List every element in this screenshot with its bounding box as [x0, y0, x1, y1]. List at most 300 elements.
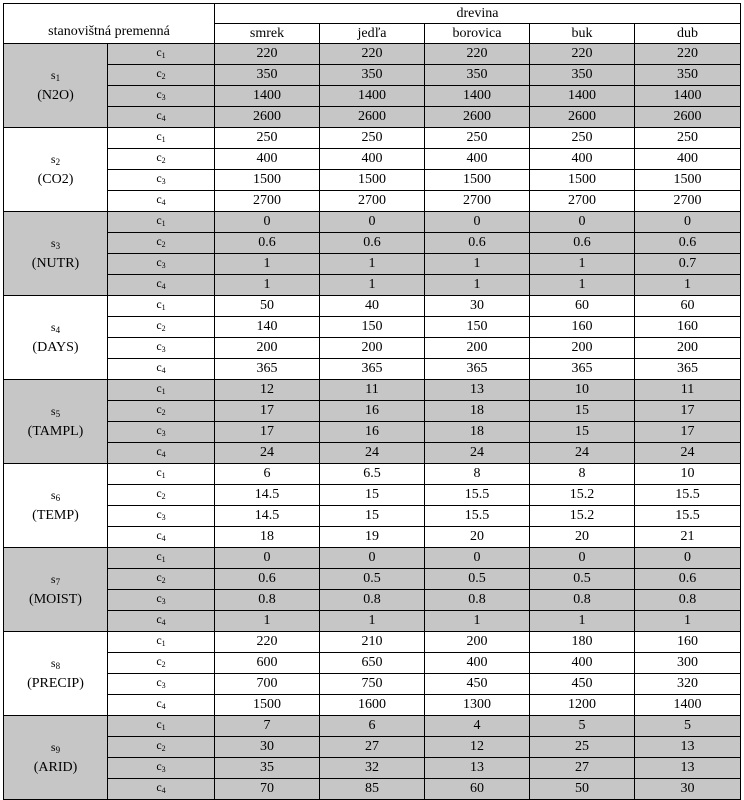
value-cell: 60	[635, 296, 741, 317]
value-cell: 220	[425, 44, 530, 65]
coefficient-letter: c	[156, 276, 162, 290]
coefficient-cell	[108, 695, 215, 716]
variable-cell	[4, 548, 108, 632]
coefficient-letter: c	[156, 444, 162, 458]
variable-symbol	[51, 152, 60, 166]
variable-symbol	[51, 656, 60, 670]
coefficient-cell	[108, 359, 215, 380]
coefficient-index: 3	[161, 345, 166, 354]
value-cell: 2600	[635, 107, 741, 128]
value-cell: 250	[425, 128, 530, 149]
value-cell: 15.2	[530, 506, 635, 527]
value-cell: 2700	[425, 191, 530, 212]
value-cell: 350	[320, 65, 425, 86]
value-cell: 2700	[635, 191, 741, 212]
variable-symbol-index: 5	[55, 409, 61, 419]
value-cell: 2600	[215, 107, 320, 128]
value-cell: 400	[320, 149, 425, 170]
value-cell: 250	[320, 128, 425, 149]
value-cell: 35	[215, 758, 320, 779]
value-cell: 24	[425, 443, 530, 464]
value-cell: 17	[215, 422, 320, 443]
value-cell: 365	[635, 359, 741, 380]
value-cell: 16	[320, 401, 425, 422]
table-row	[4, 380, 741, 401]
variable-name: (DAYS)	[32, 340, 79, 355]
coefficient-cell	[108, 611, 215, 632]
coefficient-letter: c	[156, 591, 162, 605]
coefficient-letter: c	[156, 255, 162, 269]
table-row	[4, 443, 741, 464]
table-row	[4, 170, 741, 191]
coefficient-letter: c	[156, 402, 162, 416]
coefficient-letter: c	[156, 213, 162, 227]
coefficient-cell	[108, 86, 215, 107]
value-cell: 400	[425, 149, 530, 170]
species-header: jedľa	[320, 24, 425, 44]
coefficient-letter: c	[156, 108, 162, 122]
value-cell: 200	[425, 632, 530, 653]
species-header: smrek	[215, 24, 320, 44]
variable-symbol	[51, 68, 60, 82]
value-cell: 350	[215, 65, 320, 86]
value-cell: 15	[320, 506, 425, 527]
value-cell: 50	[530, 779, 635, 800]
value-cell: 1	[425, 275, 530, 296]
variable-symbol-letter: s	[50, 404, 56, 418]
variable-name: (NUTR)	[31, 256, 80, 271]
value-cell: 1400	[320, 86, 425, 107]
coefficient-cell	[108, 107, 215, 128]
value-cell: 750	[320, 674, 425, 695]
value-cell: 0.8	[425, 590, 530, 611]
coefficient-letter: c	[156, 423, 162, 437]
value-cell: 0	[215, 548, 320, 569]
value-cell: 0.7	[635, 254, 741, 275]
value-cell: 2700	[530, 191, 635, 212]
species-group-header: drevina	[215, 4, 741, 24]
value-cell: 200	[215, 338, 320, 359]
value-cell: 1	[215, 254, 320, 275]
value-cell: 1200	[530, 695, 635, 716]
value-cell: 1500	[215, 695, 320, 716]
table-row	[4, 107, 741, 128]
value-cell: 27	[320, 737, 425, 758]
coefficient-index: 1	[161, 555, 166, 564]
value-cell: 0	[635, 212, 741, 233]
coefficient-cell	[108, 548, 215, 569]
coefficient-index: 1	[161, 639, 166, 648]
value-cell: 0.6	[635, 233, 741, 254]
value-cell: 350	[425, 65, 530, 86]
coefficient-letter: c	[156, 192, 162, 206]
coefficient-cell	[108, 569, 215, 590]
table-row	[4, 275, 741, 296]
coefficient-letter: c	[156, 633, 162, 647]
coefficient-letter: c	[156, 654, 162, 668]
coefficient-cell	[108, 380, 215, 401]
variable-symbol-letter: s	[50, 152, 56, 166]
value-cell: 0	[215, 212, 320, 233]
value-cell: 13	[635, 758, 741, 779]
value-cell: 8	[530, 464, 635, 485]
coefficient-letter: c	[156, 570, 162, 584]
value-cell: 1	[320, 254, 425, 275]
coefficient-cell	[108, 716, 215, 737]
coefficient-cell	[108, 422, 215, 443]
coefficient-cell	[108, 212, 215, 233]
value-cell: 15	[530, 422, 635, 443]
value-cell: 11	[635, 380, 741, 401]
coefficient-cell	[108, 65, 215, 86]
variable-symbol-letter: s	[50, 740, 56, 754]
value-cell: 400	[215, 149, 320, 170]
coefficient-index: 4	[161, 366, 166, 375]
value-cell: 12	[425, 737, 530, 758]
value-cell: 85	[320, 779, 425, 800]
value-cell: 24	[530, 443, 635, 464]
coefficient-letter: c	[156, 549, 162, 563]
table-row	[4, 758, 741, 779]
coefficient-letter: c	[156, 528, 162, 542]
table-row	[4, 653, 741, 674]
value-cell: 0.6	[425, 233, 530, 254]
coefficient-cell	[108, 779, 215, 800]
coefficient-cell	[108, 674, 215, 695]
value-cell: 1500	[215, 170, 320, 191]
coefficient-cell	[108, 653, 215, 674]
value-cell: 0	[530, 548, 635, 569]
table-body	[4, 44, 741, 800]
coefficient-index: 2	[161, 408, 166, 417]
coefficient-index: 4	[161, 534, 166, 543]
value-cell: 1	[530, 254, 635, 275]
coefficient-cell	[108, 191, 215, 212]
value-cell: 1500	[635, 170, 741, 191]
value-cell: 350	[635, 65, 741, 86]
coefficient-index: 4	[161, 282, 166, 291]
value-cell: 0.8	[215, 590, 320, 611]
value-cell: 0.6	[530, 233, 635, 254]
coefficient-index: 4	[161, 702, 166, 711]
value-cell: 0.6	[635, 569, 741, 590]
coefficient-index: 3	[161, 261, 166, 270]
coefficient-letter: c	[156, 66, 162, 80]
variable-symbol-letter: s	[50, 572, 56, 586]
value-cell: 400	[635, 149, 741, 170]
value-cell: 24	[215, 443, 320, 464]
coefficient-cell	[108, 737, 215, 758]
coefficient-letter: c	[156, 507, 162, 521]
table-row	[4, 611, 741, 632]
value-cell: 220	[320, 44, 425, 65]
coefficient-index: 2	[161, 72, 166, 81]
value-cell: 0.5	[530, 569, 635, 590]
value-cell: 250	[215, 128, 320, 149]
table-row	[4, 464, 741, 485]
value-cell: 250	[635, 128, 741, 149]
value-cell: 15.2	[530, 485, 635, 506]
value-cell: 1	[425, 611, 530, 632]
coefficient-letter: c	[156, 297, 162, 311]
coefficient-index: 2	[161, 660, 166, 669]
value-cell: 0.6	[215, 233, 320, 254]
value-cell: 50	[215, 296, 320, 317]
coefficient-index: 1	[161, 471, 166, 480]
coefficient-index: 1	[161, 219, 166, 228]
variable-symbol	[51, 572, 60, 586]
variable-symbol	[51, 320, 60, 334]
variable-name: (CO2)	[37, 172, 74, 187]
value-cell: 1400	[215, 86, 320, 107]
value-cell: 1	[635, 275, 741, 296]
value-cell: 0.6	[320, 233, 425, 254]
coefficient-index: 3	[161, 597, 166, 606]
value-cell: 160	[635, 632, 741, 653]
value-cell: 1	[425, 254, 530, 275]
coefficient-index: 2	[161, 492, 166, 501]
value-cell: 1500	[530, 170, 635, 191]
value-cell: 14.5	[215, 485, 320, 506]
variable-cell	[4, 380, 108, 464]
coefficient-cell	[108, 275, 215, 296]
variable-cell	[4, 632, 108, 716]
value-cell: 350	[530, 65, 635, 86]
table-row	[4, 422, 741, 443]
variable-cell	[4, 716, 108, 800]
value-cell: 15	[320, 485, 425, 506]
coefficient-cell	[108, 317, 215, 338]
variable-name: (TAMPL)	[27, 424, 84, 439]
coefficient-letter: c	[156, 234, 162, 248]
value-cell: 24	[635, 443, 741, 464]
variable-cell	[4, 296, 108, 380]
coefficient-letter: c	[156, 87, 162, 101]
value-cell: 2600	[530, 107, 635, 128]
value-cell: 1	[215, 275, 320, 296]
coefficient-letter: c	[156, 738, 162, 752]
table-row	[4, 506, 741, 527]
value-cell: 4	[425, 716, 530, 737]
value-cell: 1500	[320, 170, 425, 191]
coefficient-cell	[108, 464, 215, 485]
value-cell: 200	[320, 338, 425, 359]
table-row	[4, 338, 741, 359]
table-row	[4, 527, 741, 548]
variable-symbol-letter: s	[50, 488, 56, 502]
coefficient-letter: c	[156, 780, 162, 794]
parameter-table	[3, 3, 741, 800]
coefficient-index: 1	[161, 303, 166, 312]
variable-name: (ARID)	[33, 760, 78, 775]
coefficient-index: 4	[161, 450, 166, 459]
coefficient-index: 4	[161, 786, 166, 795]
coefficient-index: 2	[161, 324, 166, 333]
variable-name: (PRECIP)	[27, 676, 84, 691]
value-cell: 5	[635, 716, 741, 737]
value-cell: 2600	[320, 107, 425, 128]
coefficient-letter: c	[156, 486, 162, 500]
table-row	[4, 548, 741, 569]
value-cell: 0	[320, 548, 425, 569]
value-cell: 220	[635, 44, 741, 65]
value-cell: 0	[635, 548, 741, 569]
value-cell: 320	[635, 674, 741, 695]
table-row	[4, 485, 741, 506]
value-cell: 0.6	[215, 569, 320, 590]
variable-cell	[4, 212, 108, 296]
value-cell: 160	[530, 317, 635, 338]
table-row	[4, 44, 741, 65]
variable-symbol	[51, 404, 60, 418]
variable-name: (N2O)	[37, 88, 74, 103]
variable-symbol-index: 7	[55, 577, 61, 587]
value-cell: 19	[320, 527, 425, 548]
value-cell: 6	[320, 716, 425, 737]
variable-symbol-index: 8	[55, 661, 61, 671]
value-cell: 0.8	[320, 590, 425, 611]
coefficient-cell	[108, 506, 215, 527]
coefficient-letter: c	[156, 171, 162, 185]
value-cell: 20	[425, 527, 530, 548]
variable-symbol-index: 9	[55, 745, 61, 755]
variable-symbol-index: 4	[55, 325, 61, 335]
coefficient-letter: c	[156, 696, 162, 710]
value-cell: 15.5	[635, 506, 741, 527]
value-cell: 13	[425, 758, 530, 779]
table-row	[4, 632, 741, 653]
table-row	[4, 296, 741, 317]
value-cell: 2600	[425, 107, 530, 128]
coefficient-letter: c	[156, 45, 162, 59]
variable-cell	[4, 44, 108, 128]
value-cell: 60	[425, 779, 530, 800]
variable-cell	[4, 128, 108, 212]
value-cell: 160	[635, 317, 741, 338]
coefficient-cell	[108, 758, 215, 779]
value-cell: 210	[320, 632, 425, 653]
table-row	[4, 149, 741, 170]
value-cell: 30	[635, 779, 741, 800]
value-cell: 8	[425, 464, 530, 485]
value-cell: 150	[425, 317, 530, 338]
value-cell: 450	[530, 674, 635, 695]
value-cell: 7	[215, 716, 320, 737]
coefficient-index: 2	[161, 240, 166, 249]
table-row	[4, 674, 741, 695]
value-cell: 1600	[320, 695, 425, 716]
value-cell: 17	[215, 401, 320, 422]
value-cell: 0	[320, 212, 425, 233]
coefficient-cell	[108, 338, 215, 359]
coefficient-cell	[108, 401, 215, 422]
header-row-1	[4, 4, 741, 24]
value-cell: 18	[215, 527, 320, 548]
coefficient-cell	[108, 296, 215, 317]
variable-symbol-letter: s	[50, 320, 56, 334]
variable-name: (MOIST)	[29, 592, 82, 607]
coefficient-letter: c	[156, 318, 162, 332]
coefficient-index: 1	[161, 135, 166, 144]
value-cell: 600	[215, 653, 320, 674]
table-row	[4, 254, 741, 275]
coefficient-index: 4	[161, 618, 166, 627]
value-cell: 25	[530, 737, 635, 758]
value-cell: 27	[530, 758, 635, 779]
value-cell: 17	[635, 401, 741, 422]
value-cell: 60	[530, 296, 635, 317]
value-cell: 15	[530, 401, 635, 422]
value-cell: 1400	[635, 695, 741, 716]
value-cell: 0	[425, 212, 530, 233]
value-cell: 11	[320, 380, 425, 401]
table-row	[4, 191, 741, 212]
value-cell: 13	[425, 380, 530, 401]
value-cell: 17	[635, 422, 741, 443]
coefficient-index: 4	[161, 114, 166, 123]
value-cell: 365	[425, 359, 530, 380]
variable-symbol-letter: s	[50, 68, 56, 82]
coefficient-index: 2	[161, 156, 166, 165]
value-cell: 1	[530, 611, 635, 632]
value-cell: 1400	[530, 86, 635, 107]
value-cell: 1	[215, 611, 320, 632]
value-cell: 1	[320, 611, 425, 632]
value-cell: 1300	[425, 695, 530, 716]
coefficient-letter: c	[156, 675, 162, 689]
variable-symbol	[51, 488, 60, 502]
table-row	[4, 716, 741, 737]
coefficient-letter: c	[156, 129, 162, 143]
coefficient-cell	[108, 590, 215, 611]
value-cell: 30	[425, 296, 530, 317]
coefficient-letter: c	[156, 381, 162, 395]
value-cell: 1	[530, 275, 635, 296]
coefficient-letter: c	[156, 759, 162, 773]
table-row	[4, 359, 741, 380]
value-cell: 10	[530, 380, 635, 401]
value-cell: 2700	[215, 191, 320, 212]
value-cell: 0.8	[635, 590, 741, 611]
coefficient-cell	[108, 149, 215, 170]
coefficient-index: 1	[161, 51, 166, 60]
table-row	[4, 317, 741, 338]
value-cell: 10	[635, 464, 741, 485]
value-cell: 700	[215, 674, 320, 695]
coefficient-index: 1	[161, 387, 166, 396]
coefficient-cell	[108, 254, 215, 275]
value-cell: 1	[320, 275, 425, 296]
value-cell: 200	[635, 338, 741, 359]
value-cell: 5	[530, 716, 635, 737]
table-row	[4, 590, 741, 611]
value-cell: 0.8	[530, 590, 635, 611]
variable-cell	[4, 464, 108, 548]
coefficient-index: 2	[161, 744, 166, 753]
coefficient-cell	[108, 170, 215, 191]
table-row	[4, 65, 741, 86]
coefficient-letter: c	[156, 465, 162, 479]
value-cell: 250	[530, 128, 635, 149]
value-cell: 200	[425, 338, 530, 359]
value-cell: 220	[215, 632, 320, 653]
value-cell: 180	[530, 632, 635, 653]
value-cell: 150	[320, 317, 425, 338]
value-cell: 400	[425, 653, 530, 674]
coefficient-cell	[108, 233, 215, 254]
coefficient-index: 3	[161, 765, 166, 774]
value-cell: 1400	[635, 86, 741, 107]
